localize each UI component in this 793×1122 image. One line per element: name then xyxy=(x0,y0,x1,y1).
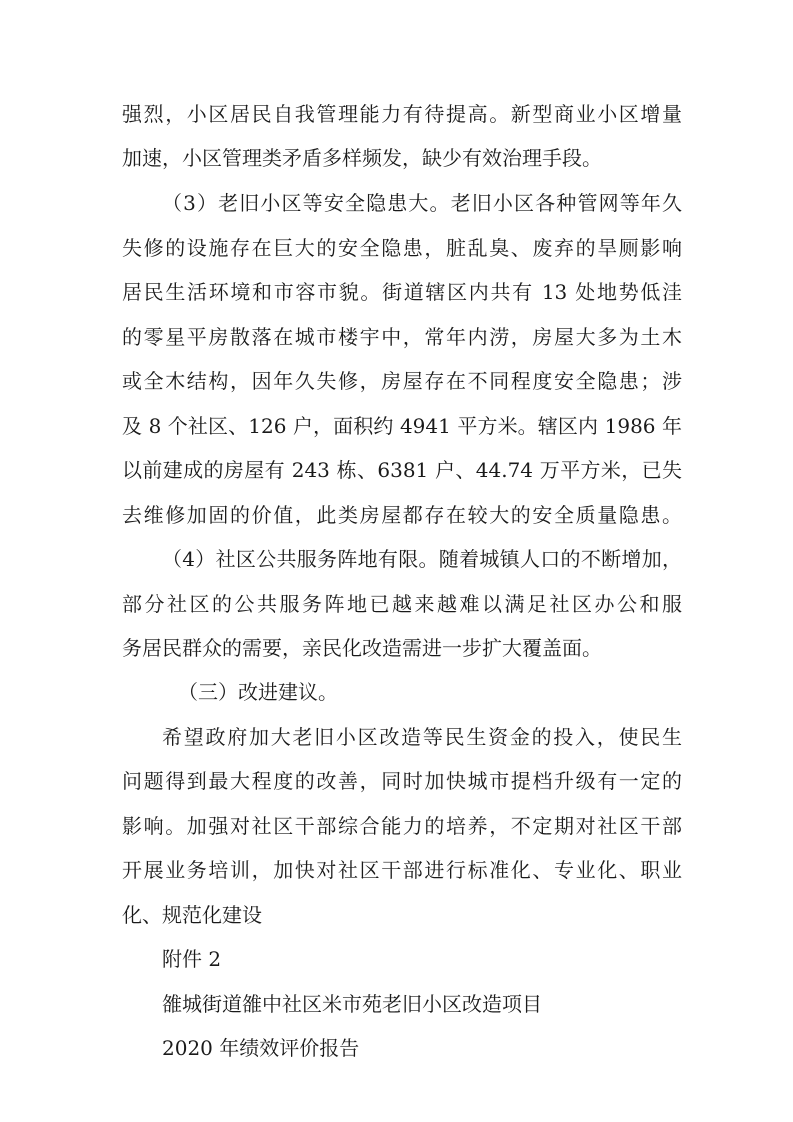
paragraph-2-line-6: 及 8 个社区、126 户，面积约 4941 平方米。辖区内 1986 年 xyxy=(122,414,682,438)
paragraph-3-line-2: 部分社区的公共服务阵地已越来越难以满足社区办公和服 xyxy=(122,592,682,616)
paragraph-4-line-4: 开展业务培训，加快对社区干部进行标准化、专业化、职业 xyxy=(122,858,682,882)
paragraph-4-line-1: 希望政府加大老旧小区改造等民生资金的投入，使民生 xyxy=(162,725,682,749)
paragraph-4-line-5: 化、规范化建设 xyxy=(122,903,262,927)
paragraph-2-line-2: 失修的设施存在巨大的安全隐患，脏乱臭、废弃的旱厕影响 xyxy=(122,236,682,260)
paragraph-2-line-8: 去维修加固的价值，此类房屋都存在较大的安全质量隐患。 xyxy=(122,503,682,527)
annex-label: 附件 2 xyxy=(162,947,222,971)
paragraph-2-line-3: 居民生活环境和市容市貌。街道辖区内共有 13 处地势低洼 xyxy=(122,280,682,304)
paragraph-1-line-1: 强烈，小区居民自我管理能力有待提高。新型商业小区增量 xyxy=(122,102,682,126)
paragraph-3-line-3: 务居民群众的需要，亲民化改造需进一步扩大覆盖面。 xyxy=(122,636,602,660)
paragraph-4-line-3: 影响。加强对社区干部综合能力的培养，不定期对社区干部 xyxy=(122,814,682,838)
paragraph-1-line-2: 加速，小区管理类矛盾多样频发，缺少有效治理手段。 xyxy=(122,146,602,170)
annex-title-line-1: 雒城街道雒中社区米市苑老旧小区改造项目 xyxy=(162,992,542,1016)
paragraph-4-line-2: 问题得到最大程度的改善，同时加快城市提档升级有一定的 xyxy=(122,769,682,793)
paragraph-2-line-5: 或全木结构，因年久失修，房屋存在不同程度安全隐患；涉 xyxy=(122,369,682,393)
paragraph-2-line-1: （3）老旧小区等安全隐患大。老旧小区各种管网等年久 xyxy=(162,191,682,215)
paragraph-3-line-1: （4）社区公共服务阵地有限。随着城镇人口的不断增加， xyxy=(162,547,682,571)
annex-title-line-2: 2020 年绩效评价报告 xyxy=(162,1036,360,1060)
paragraph-2-line-7: 以前建成的房屋有 243 栋、6381 户、44.74 万平方米，已失 xyxy=(122,458,682,482)
paragraph-2-line-4: 的零星平房散落在城市楼宇中，常年内涝，房屋大多为土木 xyxy=(122,325,682,349)
section-heading: （三）改进建议。 xyxy=(178,680,338,704)
